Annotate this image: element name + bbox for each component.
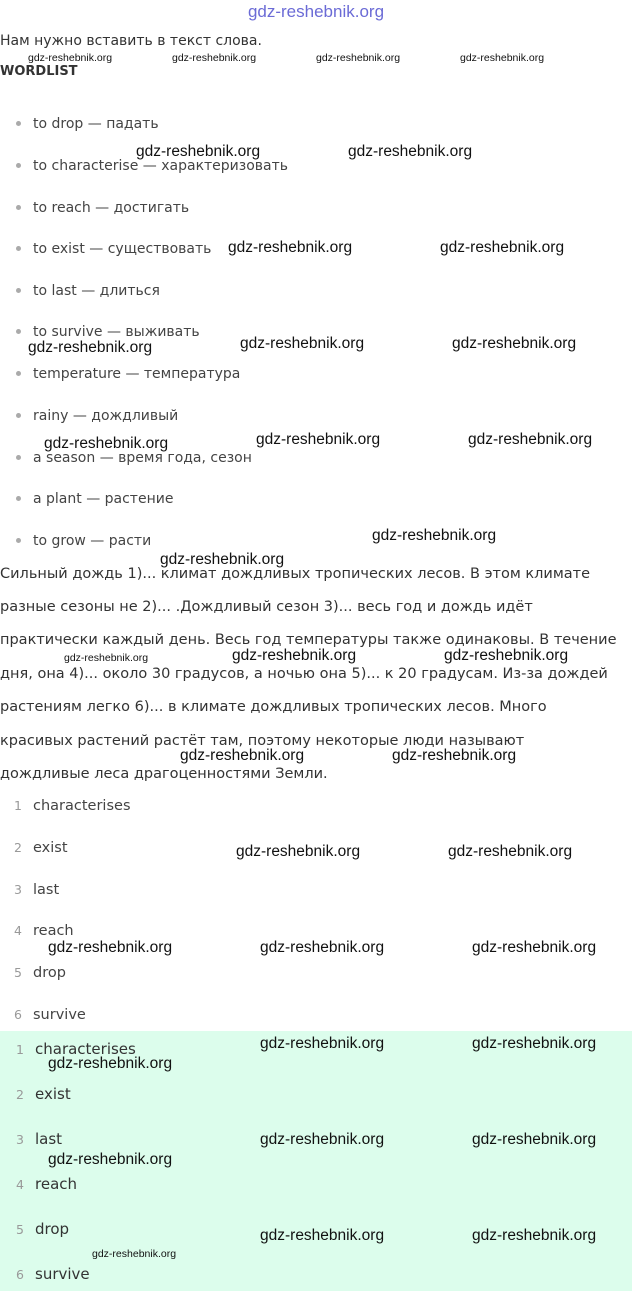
paragraph-line: дня, она 4)... около 30 градусов, а ночью она 5)... к 20 градусам. Из-за дождей — [0, 666, 608, 682]
watermark: gdz-reshebnik.org — [232, 647, 357, 664]
watermark: gdz-reshebnik.org — [256, 431, 381, 448]
site-header-link[interactable]: gdz-reshebnik.org — [247, 2, 385, 21]
wordlist-item: to drop — падать — [16, 114, 159, 134]
wordlist-item: to grow — расти — [16, 531, 151, 551]
watermark: gdz-reshebnik.org — [44, 435, 169, 452]
watermark: gdz-reshebnik.org — [260, 1227, 385, 1244]
watermark: gdz-reshebnik.org — [228, 239, 353, 256]
wordlist-item: temperature — температура — [16, 364, 240, 384]
paragraph-line: Сильный дождь 1)... климат дождливых тропических лесов. В этом климате — [0, 566, 591, 582]
answer-box-row: 3 last — [16, 1130, 63, 1148]
answer-row: 3 last — [14, 882, 60, 898]
watermark: gdz-reshebnik.org — [392, 747, 517, 764]
answer-box-row: 5 drop — [16, 1220, 70, 1238]
watermark: gdz-reshebnik.org — [236, 843, 361, 860]
watermark: gdz-reshebnik.org — [468, 431, 593, 448]
watermark: gdz-reshebnik.org — [180, 747, 305, 764]
bullet-icon — [16, 329, 21, 334]
wordlist-item: to last — длиться — [16, 281, 160, 301]
watermark: gdz-reshebnik.org — [48, 939, 173, 956]
watermark: gdz-reshebnik.org — [28, 52, 113, 64]
watermark: gdz-reshebnik.org — [28, 339, 153, 356]
wordlist-item: to reach — достигать — [16, 198, 189, 218]
watermark: gdz-reshebnik.org — [452, 335, 577, 352]
watermark: gdz-reshebnik.org — [92, 1248, 177, 1260]
paragraph-line: практически каждый день. Весь год температуры также одинаковы. В течение — [0, 632, 617, 648]
watermark: gdz-reshebnik.org — [440, 239, 565, 256]
wordlist-item: rainy — дождливый — [16, 406, 178, 426]
watermark: gdz-reshebnik.org — [348, 143, 473, 160]
bullet-icon — [16, 371, 21, 376]
wordlist-item: to exist — существовать — [16, 239, 211, 259]
wordlist-item: a plant — растение — [16, 489, 173, 509]
watermark: gdz-reshebnik.org — [472, 939, 597, 956]
watermark: gdz-reshebnik.org — [472, 1227, 597, 1244]
watermark: gdz-reshebnik.org — [240, 335, 365, 352]
bullet-icon — [16, 163, 21, 168]
watermark: gdz-reshebnik.org — [444, 647, 569, 664]
watermark: gdz-reshebnik.org — [316, 52, 401, 64]
watermark: gdz-reshebnik.org — [172, 52, 257, 64]
watermark: gdz-reshebnik.org — [372, 527, 497, 544]
answer-row: 1 characterises — [14, 798, 131, 814]
bullet-icon — [16, 121, 21, 126]
bullet-icon — [16, 205, 21, 210]
paragraph-line: разные сезоны не 2)... .Дождливый сезон 3)... весь год и дождь идёт — [0, 599, 533, 615]
watermark: gdz-reshebnik.org — [260, 1131, 385, 1148]
wordlist-item: to survive — выживать — [16, 322, 200, 342]
watermark: gdz-reshebnik.org — [48, 1151, 173, 1168]
bullet-icon — [16, 538, 21, 543]
watermark: gdz-reshebnik.org — [472, 1035, 597, 1052]
watermark: gdz-reshebnik.org — [260, 1035, 385, 1052]
answer-box-row: 2 exist — [16, 1085, 71, 1103]
bullet-icon — [16, 246, 21, 251]
watermark: gdz-reshebnik.org — [136, 143, 261, 160]
watermark: gdz-reshebnik.org — [472, 1131, 597, 1148]
wordlist-title: WORDLIST — [0, 64, 78, 79]
watermark: gdz-reshebnik.org — [448, 843, 573, 860]
answer-box-row: 4 reach — [16, 1175, 78, 1193]
watermark: gdz-reshebnik.org — [48, 1055, 173, 1072]
answer-box-row: 1 characterises — [16, 1040, 136, 1058]
answer-row: 2 exist — [14, 840, 68, 856]
bullet-icon — [16, 288, 21, 293]
paragraph-line: дождливые леса драгоценностями Земли. — [0, 766, 328, 782]
watermark: gdz-reshebnik.org — [460, 52, 545, 64]
wordlist-item: to characterise — характеризовать — [16, 156, 288, 176]
watermark: gdz-reshebnik.org — [64, 652, 149, 664]
answer-row: 6 survive — [14, 1007, 86, 1023]
intro-text: Нам нужно вставить в текст слова. — [0, 33, 262, 49]
wordlist-item: a season — время года, сезон — [16, 448, 252, 468]
watermark: gdz-reshebnik.org — [260, 939, 385, 956]
paragraph-line: растениям легко 6)... в климате дождливых тропических лесов. Много — [0, 699, 547, 715]
answer-row: 4 reach — [14, 923, 74, 939]
bullet-icon — [16, 455, 21, 460]
bullet-icon — [16, 496, 21, 501]
watermark: gdz-reshebnik.org — [160, 551, 285, 568]
paragraph-line: красивых растений растёт там, поэтому некоторые люди называют — [0, 733, 525, 749]
answer-row: 5 drop — [14, 965, 66, 981]
bullet-icon — [16, 413, 21, 418]
answer-box-row: 6 survive — [16, 1265, 90, 1283]
